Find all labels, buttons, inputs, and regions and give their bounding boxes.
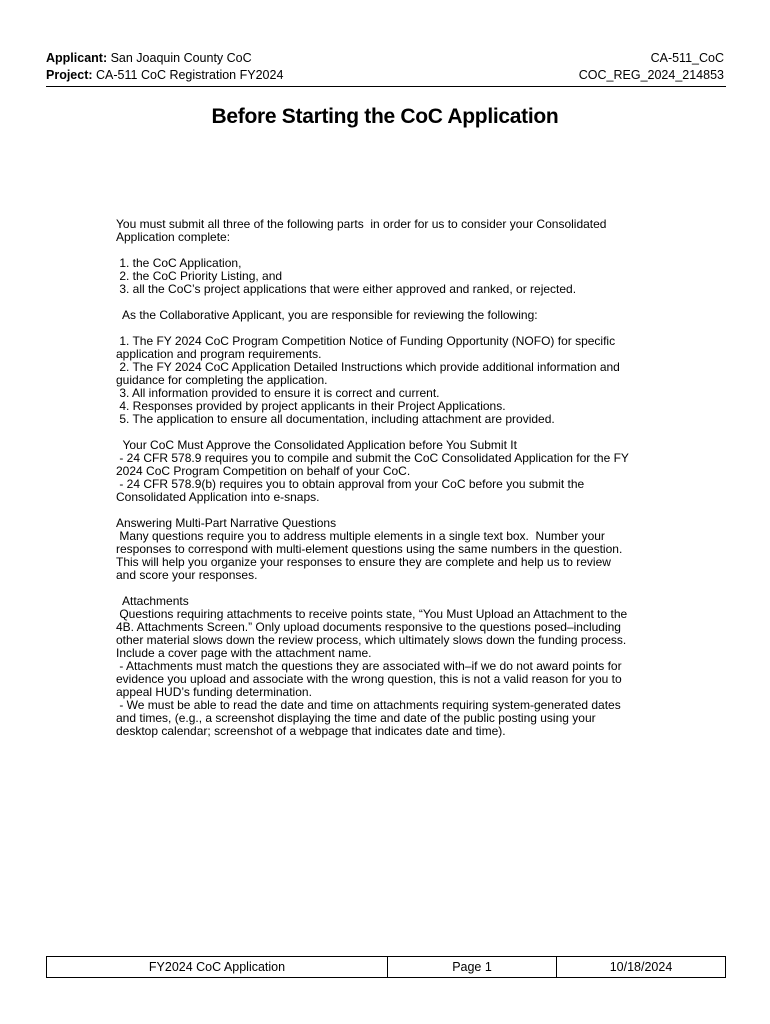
- narrative-line: responses to correspond with multi-element questions using the same numbers in the question.: [116, 542, 623, 556]
- approve-line: - 24 CFR 578.9 requires you to compile and submit the CoC Consolidated Application for the FY: [116, 451, 629, 465]
- attachments-line: desktop calendar; screenshot of a webpage that indicates date and time).: [116, 724, 506, 738]
- narrative-line: and score your responses.: [116, 568, 258, 582]
- project-line: [46, 68, 283, 83]
- approve-line: Consolidated Application into e-snaps.: [116, 490, 320, 504]
- review-item: guidance for completing the application.: [116, 373, 328, 387]
- applicant-label: Applicant:: [46, 51, 108, 65]
- collab-intro: As the Collaborative Applicant, you are responsible for reviewing the following:: [116, 308, 538, 322]
- review-item: 5. The application to ensure all documentation, including attachment are provided.: [116, 412, 555, 426]
- attachments-line: appeal HUD’s funding determination.: [116, 685, 312, 699]
- review-item: 1. The FY 2024 CoC Program Competition Notice of Funding Opportunity (NOFO) for specific: [116, 334, 616, 348]
- footer-date: 10/18/2024: [609, 960, 673, 974]
- intro-line: You must submit all three of the following parts in order for us to consider your Consolidated: [116, 217, 607, 231]
- review-item: application and program requirements.: [116, 347, 322, 361]
- attachments-line: Questions requiring attachments to receive points state, “You Must Upload an Attachment to the: [116, 607, 628, 621]
- part-item: 1. the CoC Application,: [116, 256, 242, 270]
- attachments-line: 4B. Attachments Screen.” Only upload documents responsive to the questions posed–including: [116, 620, 621, 634]
- applicant-value: San Joaquin County CoC: [110, 51, 252, 65]
- page-title: Before Starting the CoC Application: [211, 105, 559, 128]
- approve-line: - 24 CFR 578.9(b) requires you to obtain approval from your CoC before you submit the: [116, 477, 585, 491]
- attachments-heading: Attachments: [116, 594, 189, 608]
- narrative-line: Many questions require you to address multiple elements in a single text box. Number your: [116, 529, 605, 543]
- instructions-body: [116, 218, 664, 738]
- review-item: 3. All information provided to ensure it is correct and current.: [116, 386, 440, 400]
- attachments-line: - Attachments must match the questions they are associated with–if we do not award points for: [116, 659, 622, 673]
- footer-page-number: Page 1: [388, 957, 557, 977]
- part-item: 3. all the CoC’s project applications that were either approved and ranked, or rejected.: [116, 282, 577, 296]
- attachments-line: other material slows down the review process, which ultimately slows down the funding process.: [116, 633, 627, 647]
- applicant-line: [46, 51, 252, 66]
- header-divider: [46, 86, 726, 87]
- intro-line: Application complete:: [116, 230, 231, 244]
- attachments-line: Include a cover page with the attachment name.: [116, 646, 372, 660]
- project-label: Project:: [46, 68, 93, 82]
- review-item: 4. Responses provided by project applicants in their Project Applications.: [116, 399, 506, 413]
- approve-line: 2024 CoC Program Competition on behalf of your CoC.: [116, 464, 411, 478]
- spacer: [116, 582, 664, 595]
- registration-id: COC_REG_2024_214853: [578, 68, 724, 82]
- attachments-line: - We must be able to read the date and time on attachments requiring system-generated dates: [116, 698, 621, 712]
- footer-application: FY2024 CoC Application: [47, 957, 388, 977]
- narrative-heading: Answering Multi-Part Narrative Questions: [116, 516, 337, 530]
- project-value: CA-511 CoC Registration FY2024: [96, 68, 284, 82]
- narrative-line: This will help you organize your responses to ensure they are complete and help us to review: [116, 555, 611, 569]
- approve-heading: Your CoC Must Approve the Consolidated Application before You Submit It: [116, 438, 517, 452]
- attachments-line: and times, (e.g., a screenshot displaying the time and date of the public posting using your: [116, 711, 596, 725]
- attachments-line: evidence you upload and associate with the wrong question, this is not a valid reason for you to: [116, 672, 622, 686]
- part-item: 2. the CoC Priority Listing, and: [116, 269, 283, 283]
- review-item: 2. The FY 2024 CoC Application Detailed Instructions which provide additional information and: [116, 360, 620, 374]
- page-footer: [46, 956, 726, 978]
- coc-id: CA-511_CoC: [650, 51, 724, 65]
